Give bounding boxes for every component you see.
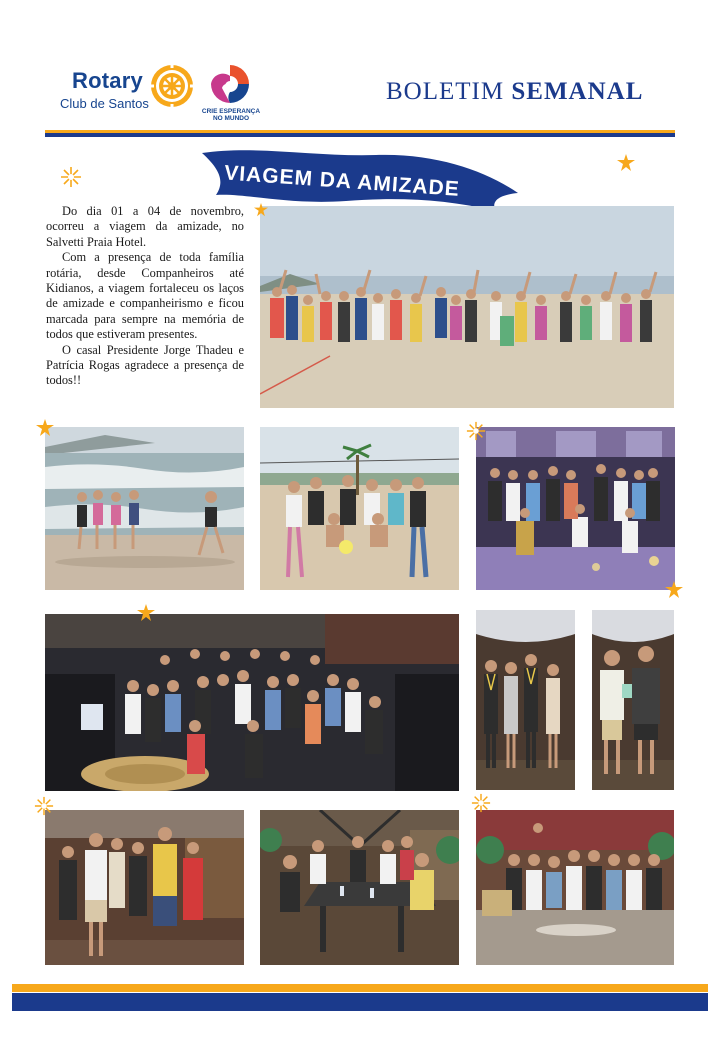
- sparkle-icon: [34, 796, 54, 816]
- dinner-table-photo: [260, 810, 459, 965]
- rotary-brand-name: Rotary: [72, 68, 143, 93]
- slogan-line-2: NO MUNDO: [212, 115, 250, 122]
- footer-bar-blue: [12, 993, 708, 1011]
- volleyball-group-photo: [260, 427, 459, 590]
- star-icon: [254, 203, 268, 217]
- footer-bar-orange: [12, 984, 708, 992]
- patio-ladies-photo: [476, 810, 674, 965]
- article-paragraph-2: Com a presença de toda família rotária, desde Companheiros até Kidianos, a viagem fortaleceu os laços de amizade e companheirismo e ficou marcada para sempre na memória de todos que estiveram presentes.: [46, 250, 244, 342]
- theme-logo-icon: [208, 62, 252, 106]
- sparkle-icon: [466, 421, 486, 441]
- restaurant-group-photo: [45, 810, 244, 965]
- kids-waves-photo: [45, 427, 244, 590]
- article-body: [46, 204, 244, 389]
- couple-award-photo: [592, 610, 674, 790]
- article-paragraph-3: O casal Presidente Jorge Thadeu e Patrícia Rogas agradece a presença de todos!!: [46, 342, 244, 388]
- title-banner: [196, 143, 526, 215]
- rotary-wheel-icon: [148, 62, 196, 110]
- star-icon: [137, 604, 155, 622]
- title-part-1: BOLETIM: [386, 78, 505, 105]
- rotary-club-name: Club de Santos: [60, 96, 149, 111]
- sparkle-icon: [471, 793, 491, 813]
- star-icon: [617, 154, 635, 172]
- theme-slogan: [198, 108, 264, 122]
- newsletter-title: [386, 78, 643, 106]
- banner-title: VIAGEM DA AMIZADE: [223, 161, 461, 201]
- title-part-2: SEMANAL: [511, 78, 644, 105]
- group-beach-photo: [260, 206, 674, 408]
- lanyard-group-photo: [476, 610, 575, 790]
- star-icon: [36, 419, 54, 437]
- header-rule-blue: [45, 133, 675, 137]
- article-paragraph-1: Do dia 01 a 04 de novembro, ocorreu a viagem da amizade, no Salvetti Praia Hotel.: [46, 204, 244, 249]
- night-hall-photo: [476, 427, 675, 590]
- star-icon: [665, 581, 683, 599]
- stage-crowd-photo: [45, 614, 459, 791]
- sparkle-icon: [60, 166, 82, 188]
- slogan-line-1: CRIE ESPERANÇA: [201, 108, 261, 115]
